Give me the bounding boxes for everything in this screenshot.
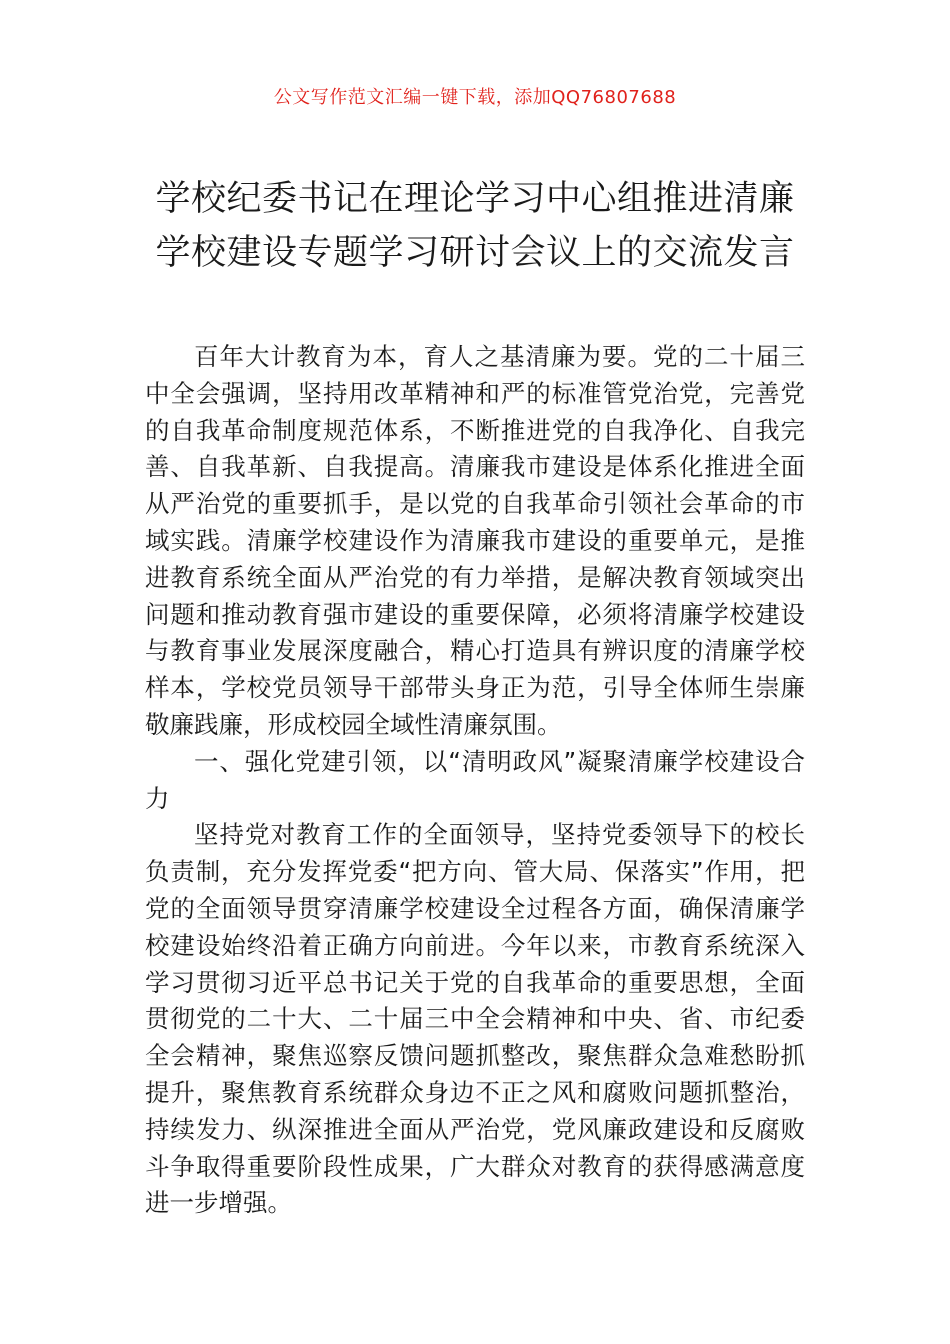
title-line-1: 学校纪委书记在理论学习中心组推进清廉	[155, 179, 795, 219]
title-line-2: 学校建设专题学习研讨会议上的交流发言	[155, 233, 795, 273]
section-heading-1: 一、强化党建引领，以“清明政风”凝聚清廉学校建设合力	[145, 746, 805, 813]
document-body	[145, 339, 805, 1222]
document-title	[145, 172, 805, 280]
section-1-paragraph: 坚持党对教育工作的全面领导，坚持党委领导下的校长负责制，充分发挥党委“把方向、管大局、保落实”作用，把党的全面领导贯穿清廉学校建设全过程各方面，确保清廉学校建设始终沿着正确方向前进。今年以来，市教育系统深入学习贯彻习近平总书记关于党的自我革命的重要思想，全面贯彻党的二十大、二十届三中全会精神和中央、省、市纪委全会精神，聚焦巡察反馈问题抓整改，聚焦群众急难愁盼抓提升，聚焦教育系统群众身边不正之风和腐败问题抓整治，持续发力、纵深推进全面从严治党，党风廉政建设和反腐败斗争取得重要阶段性成果，广大群众对教育的获得感满意度进一步增强。	[145, 820, 805, 1218]
download-banner: 公文写作范文汇编一键下载，添加QQ76807688	[273, 87, 677, 108]
intro-paragraph: 百年大计教育为本，育人之基清廉为要。党的二十届三中全会强调，坚持用改革精神和严的标准管党治党，完善党的自我革命制度规范体系，不断推进党的自我净化、自我完善、自我革新、自我提高。清廉我市建设是体系化推进全面从严治党的重要抓手，是以党的自我革命引领社会革命的市域实践。清廉学校建设作为清廉我市建设的重要单元，是推进教育系统全面从严治党的有力举措，是解决教育领域突出问题和推动教育强市建设的重要保障，必须将清廉学校建设与教育事业发展深度融合，精心打造具有辨识度的清廉学校样本，学校党员领导干部带头身正为范，引导全体师生崇廉敬廉践廉，形成校园全域性清廉氛围。	[145, 342, 805, 739]
